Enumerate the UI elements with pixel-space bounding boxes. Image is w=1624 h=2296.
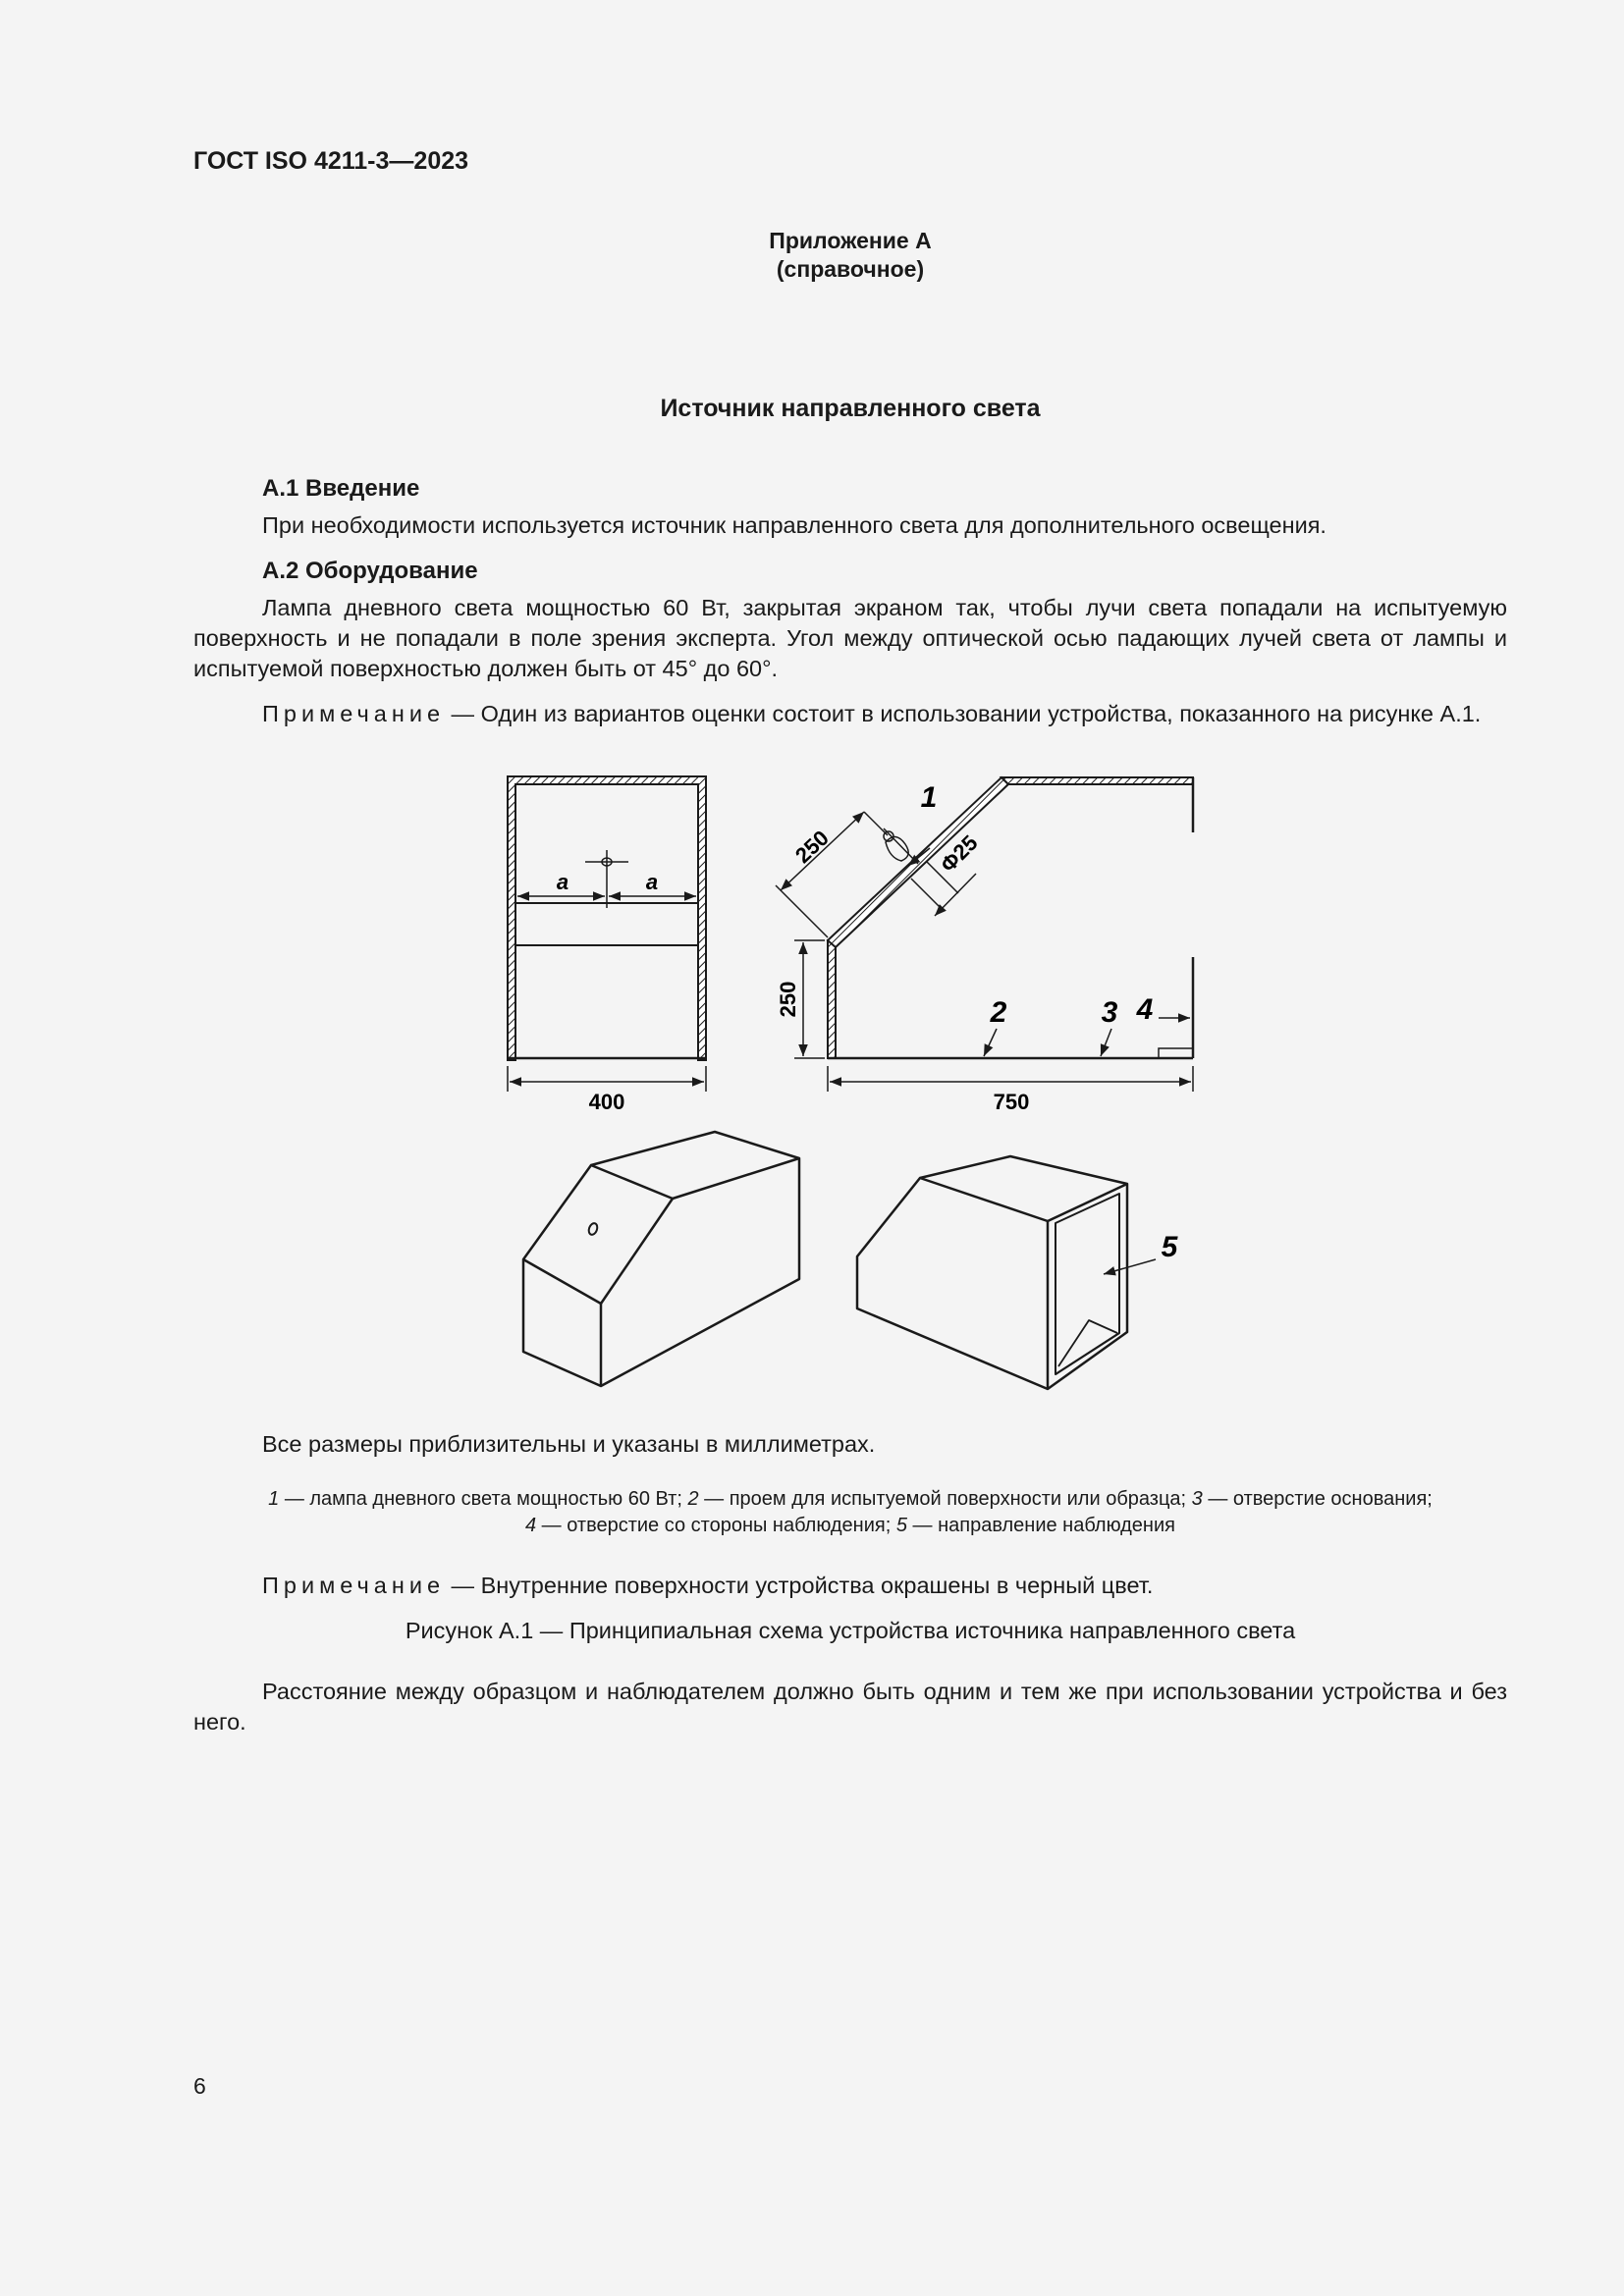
page-number: 6 bbox=[193, 2073, 206, 2099]
callout-1: 1 bbox=[920, 781, 938, 814]
isometric-view-back bbox=[857, 1156, 1156, 1389]
section-title: Источник направленного света bbox=[660, 395, 1041, 422]
legend-num-5: 5 bbox=[895, 1515, 907, 1536]
legend-num-4: 4 bbox=[525, 1515, 537, 1536]
side-view bbox=[776, 777, 1193, 1114]
isometric-view-front bbox=[523, 1132, 799, 1386]
legend-text-2: — проем для испытуемой поверхности или образца; bbox=[698, 1488, 1192, 1510]
legend-num-3: 3 bbox=[1191, 1488, 1203, 1510]
appendix-title: Приложение А bbox=[769, 228, 932, 253]
closing-paragraph: Расстояние между образцом и наблюдателем должно быть одним и тем же при использовании устройства и без него. bbox=[193, 1679, 1507, 1735]
dim-slant-250: 250 bbox=[789, 825, 834, 869]
note-1-text: — Один из вариантов оценки состоит в использовании устройства, показанного на рисунке А.1. bbox=[445, 701, 1482, 726]
paragraph-a1: При необходимости используется источник направленного света для дополнительного освещения. bbox=[262, 512, 1326, 538]
note-1 bbox=[193, 699, 1507, 729]
note-1-label: Примечание bbox=[262, 701, 446, 726]
heading-a1: А.1 Введение bbox=[262, 475, 420, 502]
dimensions-note: Все размеры приблизительны и указаны в миллиметрах. bbox=[262, 1431, 876, 1457]
figure-caption: Рисунок А.1 — Принципиальная схема устройства источника направленного света bbox=[405, 1618, 1296, 1643]
legend-text-5: — направление наблюдения bbox=[906, 1515, 1175, 1536]
dim-width-400: 400 bbox=[588, 1090, 625, 1114]
figure-note-text: — Внутренние поверхности устройства окрашены в черный цвет. bbox=[445, 1573, 1154, 1598]
document-header: ГОСТ ISO 4211-3—2023 bbox=[193, 147, 469, 175]
legend-num-1: 1 bbox=[268, 1488, 280, 1510]
figure-a1-drawing bbox=[491, 766, 1237, 1404]
legend-text-1: — лампа дневного света мощностью 60 Вт; bbox=[279, 1488, 688, 1510]
dim-a-right: a bbox=[645, 870, 659, 894]
paragraph-a2: Лампа дневного света мощностью 60 Вт, закрытая экраном так, чтобы лучи света попадали на испытуемую поверхность и не попадали в поле зрения эксперта. Угол между оптической осью падающих лучей света от лампы и испытуемой поверхностью должен быть от 45° до 60°. bbox=[193, 595, 1507, 681]
figure-legend bbox=[193, 1486, 1507, 1539]
figure-note bbox=[193, 1571, 1507, 1601]
callout-4: 4 bbox=[1136, 993, 1154, 1026]
callout-2: 2 bbox=[990, 996, 1007, 1029]
legend-text-3: — отверстие основания; bbox=[1202, 1488, 1433, 1510]
dim-height-250: 250 bbox=[776, 981, 800, 1018]
dim-diameter: Φ25 bbox=[935, 829, 983, 878]
heading-a2: А.2 Оборудование bbox=[262, 558, 478, 584]
dim-length-750: 750 bbox=[993, 1090, 1030, 1114]
figure-note-label: Примечание bbox=[262, 1573, 446, 1598]
callout-3: 3 bbox=[1101, 996, 1118, 1029]
appendix-subtitle: (справочное) bbox=[776, 256, 925, 282]
callout-5: 5 bbox=[1161, 1231, 1178, 1263]
front-view bbox=[508, 776, 706, 1114]
legend-text-4: — отверстие со стороны наблюдения; bbox=[536, 1515, 896, 1536]
legend-num-2: 2 bbox=[687, 1488, 699, 1510]
dim-a-left: a bbox=[556, 870, 569, 894]
